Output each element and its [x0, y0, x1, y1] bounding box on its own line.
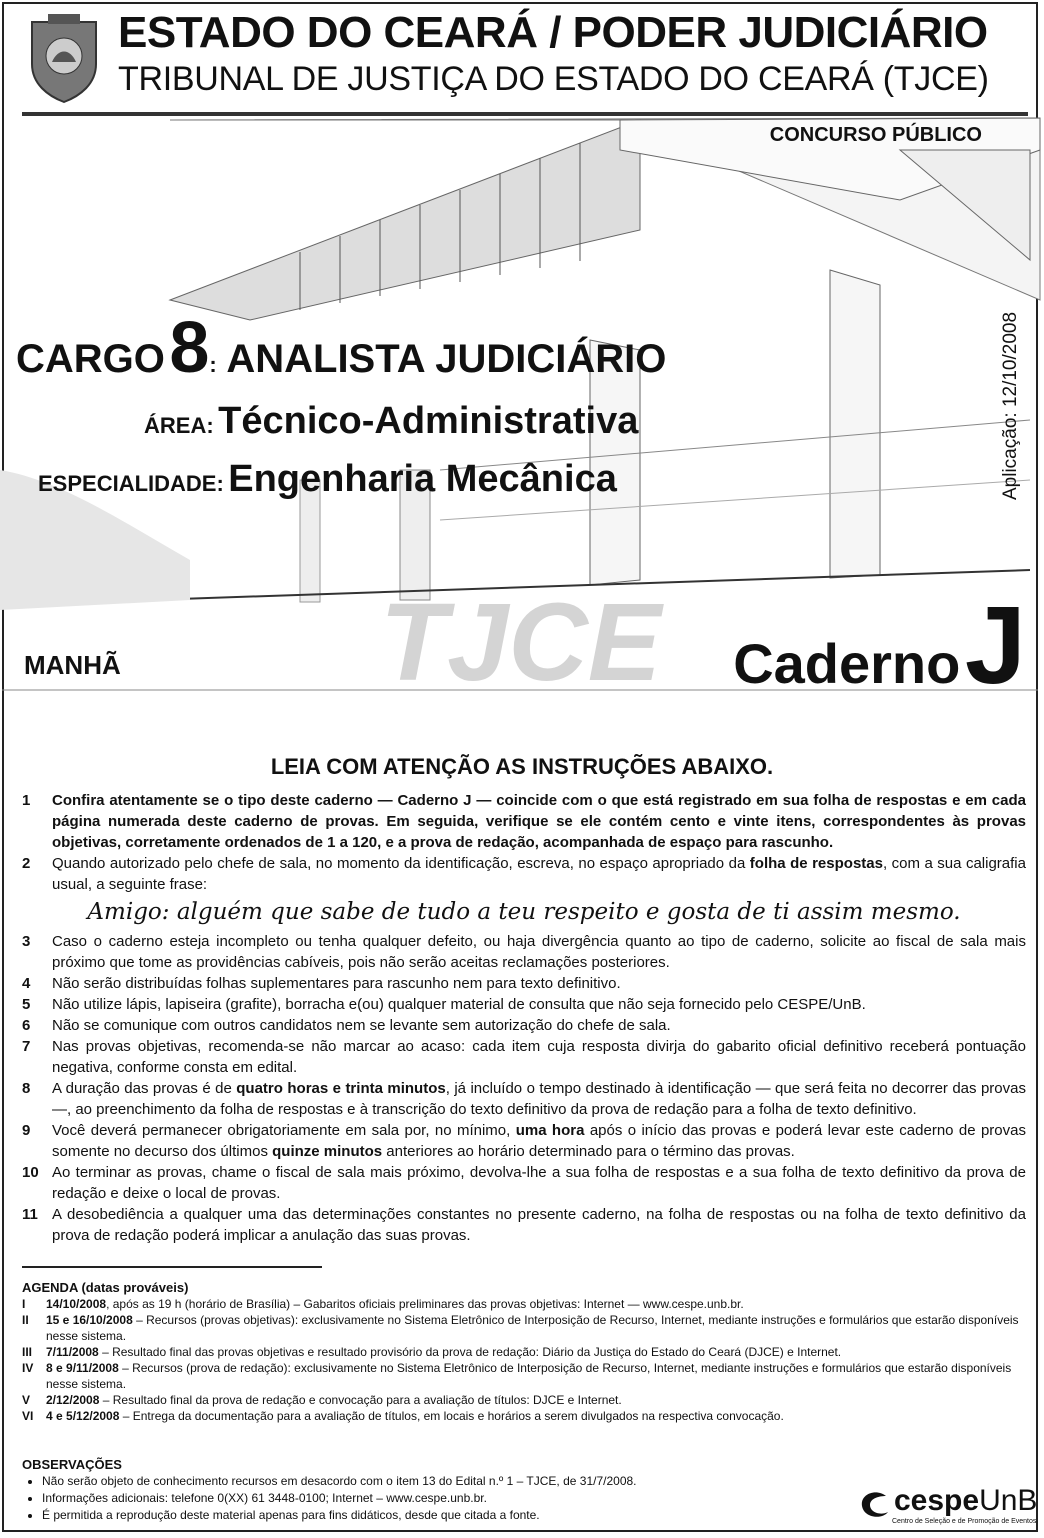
instruction-number: 11: [22, 1206, 38, 1223]
cargo-title: [16, 308, 667, 388]
ceara-crest-icon: [26, 12, 102, 104]
instruction-item: [22, 994, 1026, 1015]
agenda-text: 4 e 5/12/2008 – Entrega da documentação para a avaliação de títulos, em locais e horários a serem divulgados na respectiva convocação.: [46, 1409, 784, 1423]
agenda-roman: VI: [22, 1409, 34, 1423]
agenda-date: 7/11/2008: [46, 1345, 99, 1359]
agenda-text: 15 e 16/10/2008 – Recursos (provas objetivas): exclusivamente no Sistema Eletrônico de Interposição de Recurso, Internet, mediante instruções e formulários que estarão disponíveis nesse sistema.: [46, 1313, 1019, 1343]
instruction-text: A duração das provas é de quatro horas e trinta minutos, já incluído o tempo destinado à identificação — que será feita no decorrer das provas —, ao preenchimento da folha de respostas e à transcrição do texto definitivo da prova de redação para a folha de texto definitivo.: [52, 1080, 1026, 1118]
agenda-roman: I: [22, 1297, 26, 1311]
instruction-text: Confira atentamente se o tipo deste caderno — Caderno J — coincide com o que está registrado em sua folha de respostas e em cada página numerada deste caderno de provas. Em seguida, verifique se ele contém cento e vinte itens, correspondentes às provas objetivas, corretamente ordenados de 1 a 120, e a prova de redação, acompanhada de espaço para rascunho.: [52, 792, 1026, 851]
agenda-text: 7/11/2008 – Resultado final das provas objetivas e resultado provisório da prova de redação: Diário da Justiça do Estado do Ceará (DJCE) e Internet.: [46, 1345, 842, 1359]
instruction-text: Não serão distribuídas folhas suplementares para rascunho nem para texto definitivo.: [52, 975, 621, 992]
instruction-item: [22, 1162, 1026, 1204]
cargo-colon: :: [209, 352, 217, 377]
instruction-item: [22, 973, 1026, 994]
instruction-number: 4: [22, 975, 31, 992]
cargo-number: 8: [169, 308, 210, 388]
instructions-list: [22, 790, 1026, 1246]
agenda-row: [22, 1408, 1026, 1424]
cargo-name-visible: ANALISTA JUDICIÁRIO: [216, 337, 667, 381]
area-line: [144, 400, 638, 443]
instruction-text: Nas provas objetivas, recomenda-se não marcar ao acaso: cada item cuja resposta divirja do gabarito oficial definitivo receberá pontuação negativa, conforme consta em edital.: [52, 1038, 1026, 1076]
observacoes-heading: OBSERVAÇÕES: [22, 1457, 122, 1472]
instruction-item: [22, 790, 1026, 853]
logo-subtitle: Centro de Seleção e de Promoção de Eventos: [892, 1518, 1037, 1525]
agenda-date: 2/12/2008: [46, 1393, 100, 1407]
turno-label: MANHÃ: [24, 650, 121, 680]
especialidade-line: [38, 458, 617, 501]
agenda-text: 14/10/2008, após as 19 h (horário de Brasília) – Gabaritos oficiais preliminares das provas objetivas: Internet — www.cespe.unb.br.: [46, 1297, 744, 1311]
agenda-heading: AGENDA (datas prováveis): [22, 1280, 189, 1295]
agenda-row: [22, 1344, 1026, 1360]
handwriting-phrase: Amigo: alguém que sabe de tudo a teu respeito e gosta de ti assim mesmo.: [87, 899, 961, 925]
agenda-row: [22, 1360, 1026, 1392]
cargo-word: CARGO: [16, 337, 165, 381]
instruction-item: [22, 1078, 1026, 1120]
observacoes: [22, 1456, 842, 1524]
observacao-item: • Não serão objeto de conhecimento recursos em desacordo com o item 13 do Edital n.º 1 – TJCE, de 31/7/2008.: [42, 1473, 842, 1490]
instruction-item: [22, 1036, 1026, 1078]
instruction-item: [22, 1015, 1026, 1036]
agenda-text: 2/12/2008 – Resultado final da prova de redação e convocação para a avaliação de títulos: DJCE e Internet.: [46, 1393, 622, 1407]
instruction-text: Você deverá permanecer obrigatoriamente em sala por, no mínimo, uma hora após o início das provas e poderá levar este caderno de provas somente no decurso dos últimos quinze minutos anteriores ao horário determinado para o término das provas.: [52, 1122, 1026, 1160]
agenda-date: 4 e 5/12/2008: [46, 1409, 120, 1423]
concurso-label: CONCURSO PÚBLICO: [769, 124, 982, 146]
cespe-unb-logo: [858, 1484, 1038, 1530]
tjce-watermark: TJCE: [380, 581, 662, 700]
area-value: Técnico-Administrativa: [218, 400, 639, 442]
instruction-item: [22, 1204, 1026, 1246]
instruction-text: Quando autorizado pelo chefe de sala, no momento da identificação, escreva, no espaço apropriado da folha de respostas, com a sua caligrafia usual, a seguinte frase:: [52, 855, 1026, 893]
instruction-number: 10: [22, 1164, 39, 1181]
header-title: ESTADO DO CEARÁ / PODER JUDICIÁRIO: [118, 8, 988, 57]
instruction-number: 3: [22, 933, 31, 950]
especialidade-value: Engenharia Mecânica: [228, 458, 617, 500]
logo-name-unb: UnB: [979, 1484, 1038, 1517]
instruction-number: 8: [22, 1080, 31, 1097]
instruction-number: 5: [22, 996, 31, 1013]
agenda-roman: V: [22, 1393, 31, 1407]
instruction-text: Não se comunique com outros candidatos nem se levante sem autorização do chefe de sala.: [52, 1017, 671, 1034]
instruction-number: 1: [22, 792, 31, 809]
agenda-text: 8 e 9/11/2008 – Recursos (prova de redação): exclusivamente no Sistema Eletrônico de Interposição de Recurso, Internet, mediante instruções e formulários que estarão disponíveis nesse sistema.: [46, 1361, 1012, 1391]
instruction-number: 2: [22, 855, 31, 872]
instruction-item: [22, 1120, 1026, 1162]
header-rule: [22, 112, 1028, 116]
especialidade-label: ESPECIALIDADE:: [38, 471, 224, 496]
instruction-item: [22, 853, 1026, 895]
instruction-item: [22, 931, 1026, 973]
cespe-swirl-icon: [858, 1490, 892, 1520]
instructions-heading: LEIA COM ATENÇÃO AS INSTRUÇÕES ABAIXO.: [270, 754, 774, 779]
logo-text: [894, 1484, 1037, 1518]
instruction-text: Ao terminar as provas, chame o fiscal de sala mais próximo, devolva-lhe a sua folha de respostas e a sua folha de texto definitivo da prova de redação e deixe o local de provas.: [52, 1164, 1026, 1202]
agenda-row: [22, 1312, 1026, 1344]
instruction-text: A desobediência a qualquer uma das determinações constantes no presente caderno, na folha de respostas ou na folha de texto definitivo da prova de redação poderá implicar a anulação das suas provas.: [52, 1206, 1026, 1244]
agenda-separator: [22, 1266, 322, 1268]
aplicacao-date: Aplicação: 12/10/2008: [1000, 311, 1021, 500]
caderno-letter: J: [964, 584, 1026, 700]
agenda-row: [22, 1392, 1026, 1408]
agenda: [22, 1280, 1026, 1424]
agenda-date: 8 e 9/11/2008: [46, 1361, 119, 1375]
agenda-roman: II: [22, 1313, 29, 1327]
instruction-number: 6: [22, 1017, 31, 1034]
instruction-text: Caso o caderno esteja incompleto ou tenha qualquer defeito, ou haja divergência quanto ao tipo de caderno, solicite ao fiscal de sala mais próximo que tome as providências cabíveis, pois não serão aceitas reclamações posteriores.: [52, 933, 1026, 971]
header-subtitle: TRIBUNAL DE JUSTIÇA DO ESTADO DO CEARÁ (TJCE): [118, 60, 989, 98]
agenda-roman: IV: [22, 1361, 34, 1375]
agenda-date: 15 e 16/10/2008: [46, 1313, 133, 1327]
instruction-number: 9: [22, 1122, 31, 1139]
caderno-label: [733, 584, 1026, 700]
area-label: ÁREA:: [144, 413, 214, 438]
logo-name: cespe: [894, 1484, 980, 1517]
instruction-text: Não utilize lápis, lapiseira (grafite), borracha e(ou) qualquer material de consulta que não seja fornecido pelo CESPE/UnB.: [52, 996, 866, 1013]
cover-header: [0, 0, 1044, 700]
observacao-item: • Informações adicionais: telefone 0(XX) 61 3448-0100; Internet – www.cespe.unb.br.: [42, 1490, 842, 1507]
agenda-roman: III: [22, 1345, 33, 1359]
agenda-row: [22, 1296, 1026, 1312]
observacao-item: • É permitida a reprodução deste material apenas para fins didáticos, desde que citada a fonte.: [42, 1507, 842, 1524]
caderno-word: Caderno: [733, 632, 961, 695]
instruction-number: 7: [22, 1038, 31, 1055]
agenda-date: 14/10/2008: [46, 1297, 107, 1311]
